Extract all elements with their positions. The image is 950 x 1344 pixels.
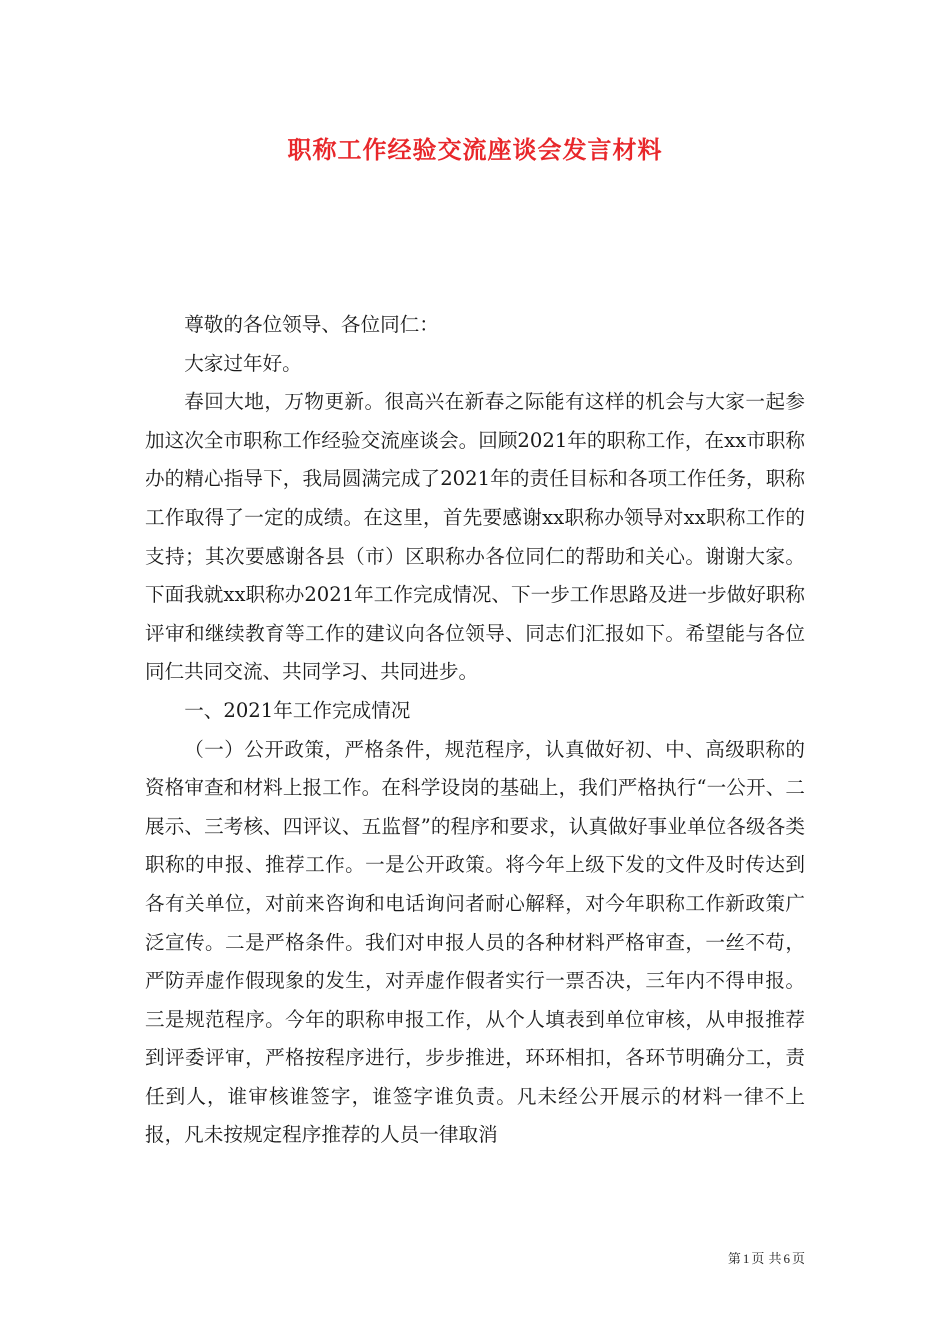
current-page-number: 1 (742, 1251, 750, 1266)
section-heading: 一、2021年工作完成情况 (184, 698, 411, 722)
greeting-paragraph: 大家过年好。 (184, 351, 302, 375)
footer-suffix: 页 (791, 1252, 805, 1267)
page-number-footer (728, 1248, 805, 1267)
intro-paragraph: 春回大地，万物更新。很高兴在新春之际能有这样的机会与大家一起参加这次全市职称工作经验交流座谈会。回顾2021年的职称工作，在xx市职称办的精心指导下，我局圆满完成了2021年的责任目标和各项工作任务，职称工作取得了一定的成绩。在这里，首先要感谢xx职称办领导对xx职称工作的支持；其次要感谢各县（市）区职称办各位同仁的帮助和关心。谢谢大家。下面我就xx职称办2021年工作完成情况、下一步工作思路及进一步做好职称评审和继续教育等工作的建议向各位领导、同志们汇报如下。希望能与各位同仁共同交流、共同学习、共同进步。 (145, 390, 805, 684)
footer-middle: 页 共 (751, 1252, 782, 1267)
document-title: 职称工作经验交流座谈会发言材料 (287, 135, 663, 164)
section-1-paragraph: （一）公开政策，严格条件，规范程序，认真做好初、中、高级职称的资格审查和材料上报工作。在科学设岗的基础上，我们严格执行“一公开、二展示、三考核、四评议、五监督”的程序和要求，认真做好事业单位各级各类职称的申报、推荐工作。一是公开政策。将今年上级下发的文件及时传达到各有关单位，对前来咨询和电话询问者耐心解释，对今年职称工作新政策广泛宣传。二是严格条件。我们对申报人员的各种材料严格审查，一丝不苟，严防弄虚作假现象的发生，对弄虚作假者实行一票否决，三年内不得申报。三是规范程序。今年的职称申报工作，从个人填表到单位审核，从申报推荐到评委评审，严格按程序进行，步步推进，环环相扣，各环节明确分工，责任到人，谁审核谁签字，谁签字谁负责。凡未经公开展示的材料一律不上报，凡未按规定程序推荐的人员一律取消 (145, 737, 805, 1147)
salutation-paragraph: 尊敬的各位领导、各位同仁： (184, 313, 439, 336)
document-body (145, 306, 805, 1155)
footer-prefix: 第 (727, 1252, 741, 1267)
total-pages-number: 6 (783, 1251, 790, 1266)
